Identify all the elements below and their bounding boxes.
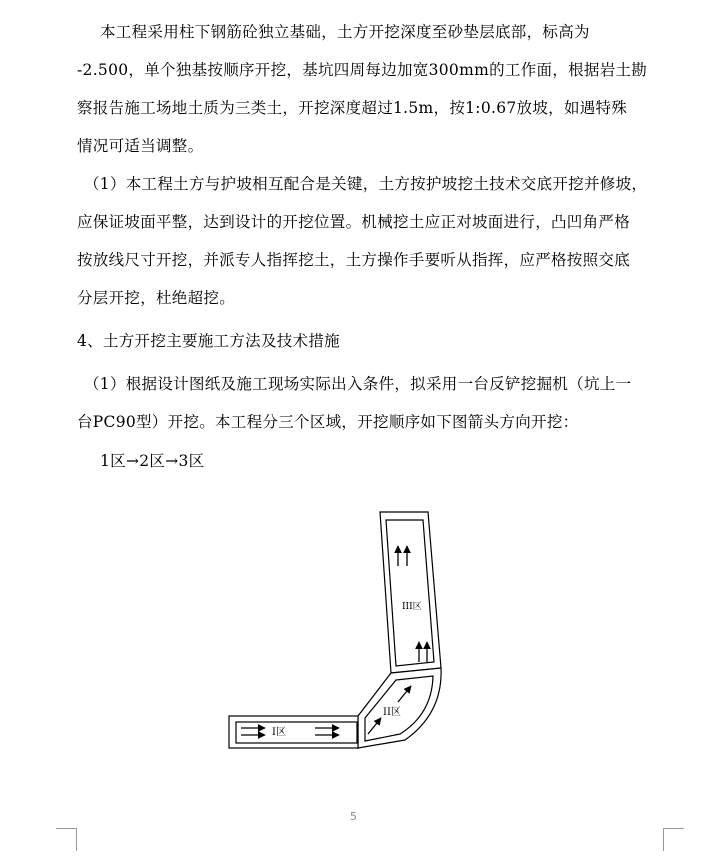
zone-3-label: III区 [402, 602, 422, 612]
paragraph-1-line-2: -2.500，单个独基按顺序开挖，基坑四周每边加宽300mm的工作面，根据岩土勘 [77, 61, 648, 79]
paragraph-2-line-3: 按放线尺寸开挖，并派专人指挥挖土，土方操作手要听从指挥，应严格按照交底 [77, 251, 631, 269]
zone-1-outline [229, 716, 358, 748]
paragraph-2-line-1: （1）本工程土方与护坡相互配合是关键，土方按护坡挖土技术交底开挖并修坡， [84, 175, 648, 193]
paragraph-2-line-2: 应保证坡面平整，达到设计的开挖位置。机械挖土应正对坡面进行，凸凹角严格 [77, 213, 631, 231]
section-heading: 4、土方开挖主要施工方法及技术措施 [77, 332, 340, 350]
excavation-zone-diagram [225, 508, 455, 758]
paragraph-1-line-1: 本工程采用柱下钢筋砼独立基础，土方开挖深度至砂垫层底部，标高为 [100, 23, 590, 41]
crop-mark-left [56, 828, 77, 851]
paragraph-3-line-2: 台PC90型）开挖。本工程分三个区域，开挖顺序如下图箭头方向开挖： [77, 413, 579, 431]
zone-2-label: II区 [383, 707, 401, 718]
zone-3-outline [380, 512, 441, 673]
page-number: 5 [350, 810, 357, 823]
crop-mark-right [663, 828, 684, 851]
excavation-sequence: 1区→2区→3区 [100, 452, 205, 470]
paragraph-3-line-1: （1）根据设计图纸及施工现场实际出入条件，拟采用一台反铲挖掘机（坑上一 [84, 375, 632, 393]
paragraph-1-line-3: 察报告施工场地土质为三类土，开挖深度超过1.5m，按1:0.67放坡，如遇特殊 [77, 99, 628, 117]
paragraph-2-line-4: 分层开挖，杜绝超挖。 [77, 289, 236, 307]
paragraph-1-line-4: 情况可适当调整。 [77, 137, 204, 155]
zone-1-label: I区 [272, 727, 286, 738]
